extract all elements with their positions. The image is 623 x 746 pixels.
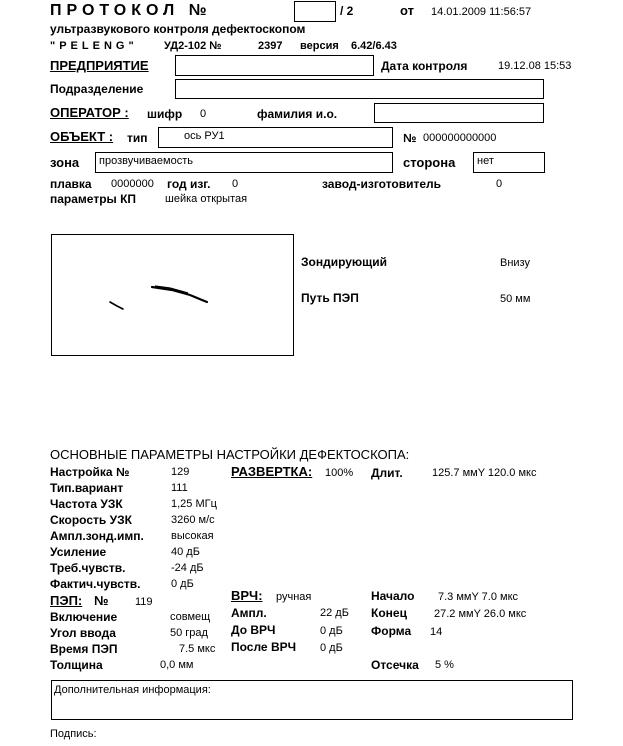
control-date-value: 19.12.08 15:53 <box>498 60 572 72</box>
zone-field[interactable]: прозвучиваемость <box>95 152 393 173</box>
zone-label: зона <box>50 155 80 170</box>
kp-label: параметры КП <box>50 192 137 206</box>
factory-value: 0 <box>496 178 503 190</box>
probing-label: Зондирующий <box>301 255 388 269</box>
freq-value: 1,25 МГц <box>171 498 217 510</box>
cipher-label: шифр <box>147 107 183 121</box>
type-label: тип <box>127 131 148 145</box>
object-label: ОБЪЕКТ : <box>50 129 114 144</box>
additional-info-label: Дополнительная информация: <box>54 684 211 696</box>
protocol-number-field[interactable] <box>294 1 336 22</box>
act-sens-label: Фактич.чувств. <box>50 577 141 591</box>
time-label: Время ПЭП <box>50 642 118 656</box>
shape-value: 14 <box>430 626 443 638</box>
ascan-image <box>51 234 294 356</box>
setup-label: Настройка № <box>50 465 130 479</box>
from-label: от <box>400 3 414 18</box>
protocol-title: ПРОТОКОЛ № <box>50 2 212 19</box>
type-value: ось РУ1 <box>184 130 225 142</box>
settings-title: ОСНОВНЫЕ ПАРАМЕТРЫ НАСТРОЙКИ ДЕФЕКТОСКОПА: <box>50 447 410 462</box>
after-vrch-label: После ВРЧ <box>231 640 297 654</box>
gain-value: 40 дБ <box>171 546 200 558</box>
before-vrch-label: До ВРЧ <box>231 623 276 637</box>
duration-value: 125.7 ммY 120.0 мкс <box>432 467 537 479</box>
signal-curve-main <box>152 287 207 302</box>
vrch-value: ручная <box>276 591 312 603</box>
division-field[interactable] <box>175 79 544 99</box>
speed-value: 3260 м/с <box>171 514 215 526</box>
fio-label: фамилия и.о. <box>257 107 338 121</box>
factory-label: завод-изготовитель <box>322 177 442 191</box>
duration-label: Длит. <box>371 466 403 480</box>
version-label: версия <box>300 40 339 52</box>
req-sens-label: Треб.чувств. <box>50 561 126 575</box>
side-label: сторона <box>403 155 456 170</box>
end-label: Конец <box>371 606 407 620</box>
cutoff-value: 5 % <box>435 659 454 671</box>
act-sens-value: 0 дБ <box>171 578 194 590</box>
vrch-label: ВРЧ: <box>231 588 263 603</box>
speed-label: Скорость УЗК <box>50 513 132 527</box>
ampl-label: Ампл.зонд.имп. <box>50 529 144 543</box>
before-vrch-value: 0 дБ <box>320 625 343 637</box>
melt-label: плавка <box>50 177 92 191</box>
device-serial: 2397 <box>258 40 283 52</box>
cutoff-label: Отсечка <box>371 658 419 672</box>
signal-trace <box>52 235 293 355</box>
signature-label: Подпись: <box>50 728 97 740</box>
angle-label: Угол ввода <box>50 626 116 640</box>
melt-value: 0000000 <box>111 178 154 190</box>
object-number-value: 000000000000 <box>423 132 497 144</box>
side-field[interactable]: нет <box>473 152 545 173</box>
variant-value: 111 <box>171 482 188 494</box>
enterprise-field[interactable] <box>175 55 374 76</box>
ampl-value: высокая <box>171 530 214 542</box>
enterprise-label: ПРЕДПРИЯТИЕ <box>50 58 149 73</box>
thickness-value: 0,0 мм <box>160 659 194 671</box>
thickness-label: Толщина <box>50 658 103 672</box>
end-value: 27.2 ммY 26.0 мкс <box>434 608 527 620</box>
start-value: 7.3 ммY 7.0 мкс <box>438 591 519 603</box>
path-value: 50 мм <box>500 293 531 305</box>
protocol-datetime: 14.01.2009 11:56:57 <box>431 6 532 18</box>
brand-name: "PELENG" <box>50 40 138 52</box>
pep-label: ПЭП: <box>50 593 83 608</box>
fio-field[interactable] <box>374 103 544 123</box>
control-date-label: Дата контроля <box>381 59 468 73</box>
setup-value: 129 <box>171 466 190 478</box>
type-field[interactable] <box>158 127 393 148</box>
sweep-value: 100% <box>325 467 354 479</box>
pep-number-value: 119 <box>135 596 153 608</box>
protocol-number-suffix: / 2 <box>340 4 354 18</box>
object-number-label: № <box>403 131 417 145</box>
time-value: 7.5 мкс <box>179 643 216 655</box>
req-sens-value: -24 дБ <box>171 562 204 574</box>
sweep-label: РАЗВЕРТКА: <box>231 464 313 479</box>
signal-curve-small <box>110 302 123 309</box>
year-label: год изг. <box>167 177 211 191</box>
shape-label: Форма <box>371 624 412 638</box>
operator-label: ОПЕРАТОР : <box>50 105 129 120</box>
year-value: 0 <box>232 178 239 190</box>
gain-label: Усиление <box>50 545 107 559</box>
division-label: Подразделение <box>50 82 144 96</box>
angle-value: 50 град <box>170 627 208 639</box>
variant-label: Тип.вариант <box>50 481 124 495</box>
inclusion-value: совмещ <box>170 611 211 623</box>
vrch-ampl-label: Ампл. <box>231 606 267 620</box>
kp-value: шейка открытая <box>165 193 248 205</box>
version-value: 6.42/6.43 <box>351 40 397 52</box>
start-label: Начало <box>371 589 415 603</box>
probing-value: Внизу <box>500 257 530 269</box>
cipher-value: 0 <box>200 108 207 120</box>
protocol-subtitle: ультразвукового контроля дефектоскопом <box>50 22 306 36</box>
inclusion-label: Включение <box>50 610 118 624</box>
path-label: Путь ПЭП <box>301 291 359 305</box>
additional-info-box[interactable] <box>51 680 573 720</box>
vrch-ampl-value: 22 дБ <box>320 607 349 619</box>
after-vrch-value: 0 дБ <box>320 642 343 654</box>
pep-number-label: № <box>94 593 109 608</box>
device-model: УД2-102 № <box>164 40 222 52</box>
freq-label: Частота УЗК <box>50 497 123 511</box>
